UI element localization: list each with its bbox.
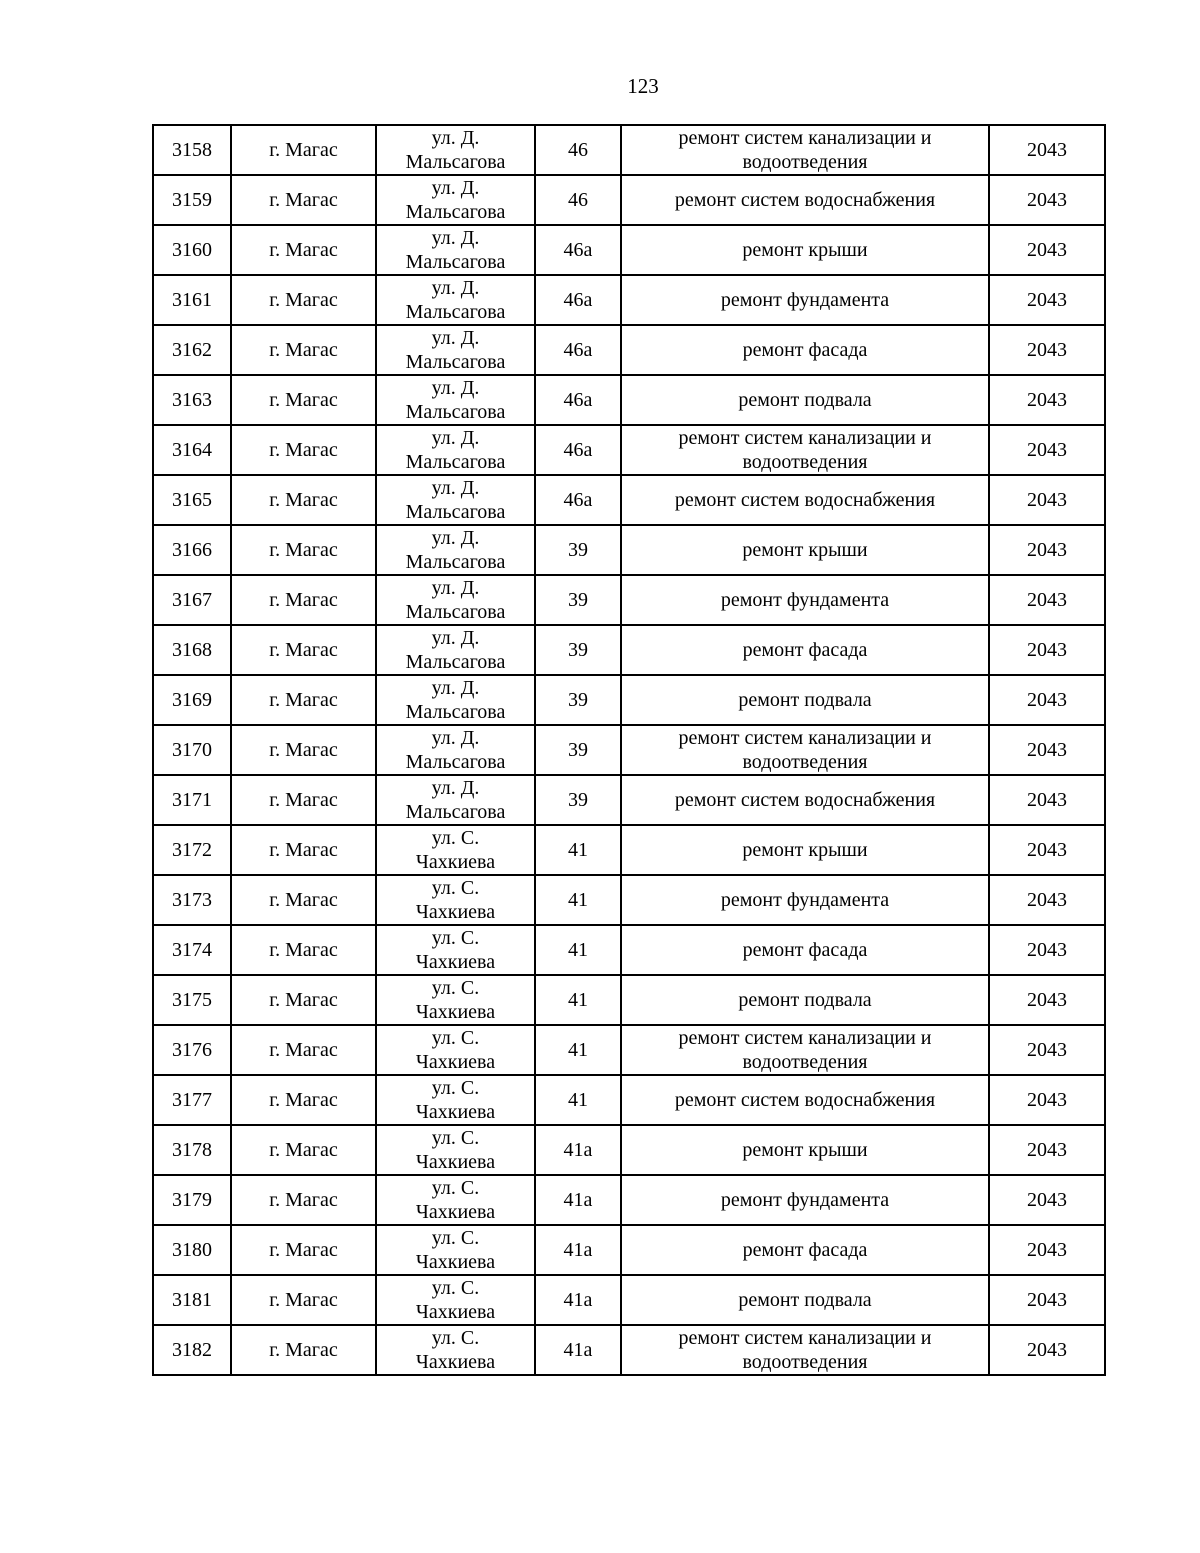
cell-city: г. Магас xyxy=(231,775,376,825)
street-prefix: ул. Д. xyxy=(431,627,480,649)
cell-work-type: ремонт фасада xyxy=(621,625,989,675)
cell-year: 2043 xyxy=(989,775,1105,825)
cell-house: 41 xyxy=(535,825,621,875)
table-row xyxy=(153,925,1105,975)
cell-street xyxy=(376,1225,535,1275)
cell-street xyxy=(376,275,535,325)
street-prefix: ул. С. xyxy=(431,977,480,999)
cell-year: 2043 xyxy=(989,375,1105,425)
cell-city: г. Магас xyxy=(231,675,376,725)
cell-year: 2043 xyxy=(989,825,1105,875)
table-row xyxy=(153,575,1105,625)
street-prefix: ул. С. xyxy=(431,1327,480,1349)
street-prefix: ул. С. xyxy=(431,1127,480,1149)
cell-year: 2043 xyxy=(989,725,1105,775)
street-name: Мальсагова xyxy=(405,251,506,273)
street-prefix: ул. С. xyxy=(431,1077,480,1099)
cell-work-type: ремонт подвала xyxy=(621,375,989,425)
cell-city: г. Магас xyxy=(231,425,376,475)
cell-year: 2043 xyxy=(989,625,1105,675)
cell-city: г. Магас xyxy=(231,525,376,575)
street-prefix: ул. С. xyxy=(431,877,480,899)
cell-street xyxy=(376,1075,535,1125)
street-name: Мальсагова xyxy=(405,151,506,173)
street-name: Мальсагова xyxy=(405,751,506,773)
street-name: Чахкиева xyxy=(415,1251,496,1273)
cell-work-type: ремонт фундамента xyxy=(621,1175,989,1225)
cell-year: 2043 xyxy=(989,1275,1105,1325)
street-name: Чахкиева xyxy=(415,1351,496,1373)
cell-street xyxy=(376,675,535,725)
cell-work-type: ремонт систем водоснабжения xyxy=(621,475,989,525)
street-name: Мальсагова xyxy=(405,501,506,523)
cell-year: 2043 xyxy=(989,1175,1105,1225)
cell-house: 46а xyxy=(535,475,621,525)
cell-house: 39 xyxy=(535,675,621,725)
cell-number: 3180 xyxy=(153,1225,231,1275)
street-name: Чахкиева xyxy=(415,1051,496,1073)
street-name: Мальсагова xyxy=(405,801,506,823)
street-prefix: ул. Д. xyxy=(431,177,480,199)
cell-street xyxy=(376,975,535,1025)
cell-street xyxy=(376,175,535,225)
cell-street xyxy=(376,925,535,975)
cell-number: 3179 xyxy=(153,1175,231,1225)
street-prefix: ул. Д. xyxy=(431,477,480,499)
cell-street xyxy=(376,1025,535,1075)
table-row xyxy=(153,225,1105,275)
cell-city: г. Магас xyxy=(231,625,376,675)
cell-work-type: ремонт систем водоснабжения xyxy=(621,1075,989,1125)
cell-city: г. Магас xyxy=(231,1325,376,1375)
cell-work-type: ремонт систем канализации и водоотведения xyxy=(621,1325,989,1375)
street-name: Мальсагова xyxy=(405,601,506,623)
cell-city: г. Магас xyxy=(231,975,376,1025)
cell-street xyxy=(376,375,535,425)
cell-work-type: ремонт фундамента xyxy=(621,275,989,325)
cell-year: 2043 xyxy=(989,525,1105,575)
cell-number: 3175 xyxy=(153,975,231,1025)
cell-house: 39 xyxy=(535,525,621,575)
cell-house: 41 xyxy=(535,925,621,975)
street-prefix: ул. Д. xyxy=(431,677,480,699)
table-row xyxy=(153,875,1105,925)
cell-year: 2043 xyxy=(989,225,1105,275)
cell-city: г. Магас xyxy=(231,925,376,975)
street-name: Чахкиева xyxy=(415,1101,496,1123)
cell-street xyxy=(376,725,535,775)
cell-house: 46а xyxy=(535,425,621,475)
table-body xyxy=(153,125,1105,1375)
cell-year: 2043 xyxy=(989,1325,1105,1375)
cell-house: 41а xyxy=(535,1225,621,1275)
street-prefix: ул. Д. xyxy=(431,577,480,599)
cell-number: 3162 xyxy=(153,325,231,375)
street-name: Мальсагова xyxy=(405,301,506,323)
table-row xyxy=(153,325,1105,375)
cell-city: г. Магас xyxy=(231,725,376,775)
cell-house: 39 xyxy=(535,775,621,825)
cell-house: 41 xyxy=(535,1075,621,1125)
cell-year: 2043 xyxy=(989,325,1105,375)
cell-street xyxy=(376,825,535,875)
cell-work-type: ремонт фасада xyxy=(621,925,989,975)
cell-street xyxy=(376,225,535,275)
table-row xyxy=(153,1275,1105,1325)
street-prefix: ул. Д. xyxy=(431,527,480,549)
cell-work-type: ремонт крыши xyxy=(621,825,989,875)
cell-house: 41а xyxy=(535,1125,621,1175)
table-row xyxy=(153,1175,1105,1225)
table-row xyxy=(153,475,1105,525)
cell-work-type: ремонт крыши xyxy=(621,1125,989,1175)
cell-work-type: ремонт систем канализации и водоотведения xyxy=(621,125,989,175)
street-name: Мальсагова xyxy=(405,651,506,673)
cell-number: 3170 xyxy=(153,725,231,775)
cell-number: 3182 xyxy=(153,1325,231,1375)
street-name: Чахкиева xyxy=(415,1151,496,1173)
cell-work-type: ремонт подвала xyxy=(621,975,989,1025)
cell-street xyxy=(376,125,535,175)
street-prefix: ул. Д. xyxy=(431,327,480,349)
cell-number: 3177 xyxy=(153,1075,231,1125)
cell-house: 41 xyxy=(535,1025,621,1075)
cell-work-type: ремонт крыши xyxy=(621,525,989,575)
cell-city: г. Магас xyxy=(231,175,376,225)
cell-city: г. Магас xyxy=(231,275,376,325)
cell-year: 2043 xyxy=(989,975,1105,1025)
cell-year: 2043 xyxy=(989,1225,1105,1275)
cell-work-type: ремонт систем водоснабжения xyxy=(621,175,989,225)
street-prefix: ул. Д. xyxy=(431,127,480,149)
cell-city: г. Магас xyxy=(231,1225,376,1275)
street-name: Мальсагова xyxy=(405,351,506,373)
cell-number: 3160 xyxy=(153,225,231,275)
cell-city: г. Магас xyxy=(231,875,376,925)
table-row xyxy=(153,1075,1105,1125)
cell-number: 3171 xyxy=(153,775,231,825)
cell-city: г. Магас xyxy=(231,225,376,275)
cell-year: 2043 xyxy=(989,1125,1105,1175)
cell-house: 41а xyxy=(535,1175,621,1225)
cell-year: 2043 xyxy=(989,1075,1105,1125)
cell-year: 2043 xyxy=(989,475,1105,525)
cell-number: 3181 xyxy=(153,1275,231,1325)
cell-year: 2043 xyxy=(989,275,1105,325)
table-row xyxy=(153,175,1105,225)
cell-year: 2043 xyxy=(989,575,1105,625)
cell-street xyxy=(376,875,535,925)
street-name: Мальсагова xyxy=(405,451,506,473)
cell-house: 46а xyxy=(535,275,621,325)
street-name: Чахкиева xyxy=(415,851,496,873)
cell-street xyxy=(376,1325,535,1375)
cell-house: 41а xyxy=(535,1325,621,1375)
cell-house: 39 xyxy=(535,725,621,775)
cell-number: 3164 xyxy=(153,425,231,475)
cell-city: г. Магас xyxy=(231,125,376,175)
street-prefix: ул. С. xyxy=(431,1177,480,1199)
street-prefix: ул. С. xyxy=(431,1227,480,1249)
street-name: Чахкиева xyxy=(415,1301,496,1323)
cell-year: 2043 xyxy=(989,175,1105,225)
street-name: Мальсагова xyxy=(405,401,506,423)
street-prefix: ул. Д. xyxy=(431,277,480,299)
cell-number: 3178 xyxy=(153,1125,231,1175)
cell-street xyxy=(376,325,535,375)
street-name: Чахкиева xyxy=(415,1001,496,1023)
cell-work-type: ремонт подвала xyxy=(621,1275,989,1325)
cell-house: 41 xyxy=(535,875,621,925)
page-number: 123 xyxy=(627,74,659,98)
cell-number: 3161 xyxy=(153,275,231,325)
table-row xyxy=(153,125,1105,175)
cell-number: 3172 xyxy=(153,825,231,875)
table-row xyxy=(153,275,1105,325)
cell-city: г. Магас xyxy=(231,325,376,375)
cell-city: г. Магас xyxy=(231,1125,376,1175)
cell-work-type: ремонт систем канализации и водоотведения xyxy=(621,425,989,475)
cell-house: 39 xyxy=(535,625,621,675)
cell-work-type: ремонт подвала xyxy=(621,675,989,725)
cell-number: 3158 xyxy=(153,125,231,175)
table-row xyxy=(153,1025,1105,1075)
cell-number: 3169 xyxy=(153,675,231,725)
table-row xyxy=(153,725,1105,775)
cell-street xyxy=(376,575,535,625)
cell-number: 3168 xyxy=(153,625,231,675)
cell-street xyxy=(376,775,535,825)
table-row xyxy=(153,625,1105,675)
cell-city: г. Магас xyxy=(231,575,376,625)
cell-house: 41а xyxy=(535,1275,621,1325)
cell-work-type: ремонт систем канализации и водоотведения xyxy=(621,1025,989,1075)
cell-city: г. Магас xyxy=(231,1175,376,1225)
cell-work-type: ремонт крыши xyxy=(621,225,989,275)
cell-house: 46 xyxy=(535,125,621,175)
cell-city: г. Магас xyxy=(231,1275,376,1325)
street-name: Мальсагова xyxy=(405,201,506,223)
cell-number: 3165 xyxy=(153,475,231,525)
cell-year: 2043 xyxy=(989,925,1105,975)
cell-house: 46а xyxy=(535,375,621,425)
table-row xyxy=(153,1225,1105,1275)
cell-house: 39 xyxy=(535,575,621,625)
table-row xyxy=(153,675,1105,725)
cell-street xyxy=(376,475,535,525)
table-row xyxy=(153,775,1105,825)
street-prefix: ул. С. xyxy=(431,1277,480,1299)
cell-work-type: ремонт фасада xyxy=(621,1225,989,1275)
table-row xyxy=(153,1125,1105,1175)
cell-year: 2043 xyxy=(989,125,1105,175)
cell-house: 46а xyxy=(535,325,621,375)
street-name: Чахкиева xyxy=(415,1201,496,1223)
cell-year: 2043 xyxy=(989,875,1105,925)
street-prefix: ул. Д. xyxy=(431,427,480,449)
street-prefix: ул. С. xyxy=(431,827,480,849)
cell-work-type: ремонт фасада xyxy=(621,325,989,375)
cell-number: 3166 xyxy=(153,525,231,575)
cell-year: 2043 xyxy=(989,425,1105,475)
table-row xyxy=(153,525,1105,575)
cell-year: 2043 xyxy=(989,1025,1105,1075)
street-prefix: ул. Д. xyxy=(431,727,480,749)
cell-number: 3173 xyxy=(153,875,231,925)
street-name: Чахкиева xyxy=(415,951,496,973)
cell-street xyxy=(376,625,535,675)
cell-work-type: ремонт систем водоснабжения xyxy=(621,775,989,825)
street-prefix: ул. Д. xyxy=(431,377,480,399)
street-prefix: ул. Д. xyxy=(431,227,480,249)
table-row xyxy=(153,425,1105,475)
cell-number: 3159 xyxy=(153,175,231,225)
cell-house: 46а xyxy=(535,225,621,275)
cell-house: 46 xyxy=(535,175,621,225)
cell-city: г. Магас xyxy=(231,1025,376,1075)
cell-city: г. Магас xyxy=(231,825,376,875)
street-prefix: ул. С. xyxy=(431,927,480,949)
cell-number: 3176 xyxy=(153,1025,231,1075)
street-prefix: ул. С. xyxy=(431,1027,480,1049)
repair-works-table xyxy=(152,124,1106,1376)
cell-city: г. Магас xyxy=(231,475,376,525)
street-prefix: ул. Д. xyxy=(431,777,480,799)
street-name: Мальсагова xyxy=(405,701,506,723)
table-row xyxy=(153,1325,1105,1375)
cell-street xyxy=(376,1125,535,1175)
street-name: Чахкиева xyxy=(415,901,496,923)
cell-work-type: ремонт фундамента xyxy=(621,875,989,925)
cell-city: г. Магас xyxy=(231,375,376,425)
cell-work-type: ремонт фундамента xyxy=(621,575,989,625)
table-row xyxy=(153,825,1105,875)
cell-street xyxy=(376,525,535,575)
cell-street xyxy=(376,1175,535,1225)
cell-year: 2043 xyxy=(989,675,1105,725)
cell-work-type: ремонт систем канализации и водоотведения xyxy=(621,725,989,775)
cell-number: 3167 xyxy=(153,575,231,625)
cell-number: 3163 xyxy=(153,375,231,425)
cell-city: г. Магас xyxy=(231,1075,376,1125)
cell-number: 3174 xyxy=(153,925,231,975)
street-name: Мальсагова xyxy=(405,551,506,573)
cell-street xyxy=(376,1275,535,1325)
cell-street xyxy=(376,425,535,475)
table-row xyxy=(153,975,1105,1025)
cell-house: 41 xyxy=(535,975,621,1025)
table-row xyxy=(153,375,1105,425)
